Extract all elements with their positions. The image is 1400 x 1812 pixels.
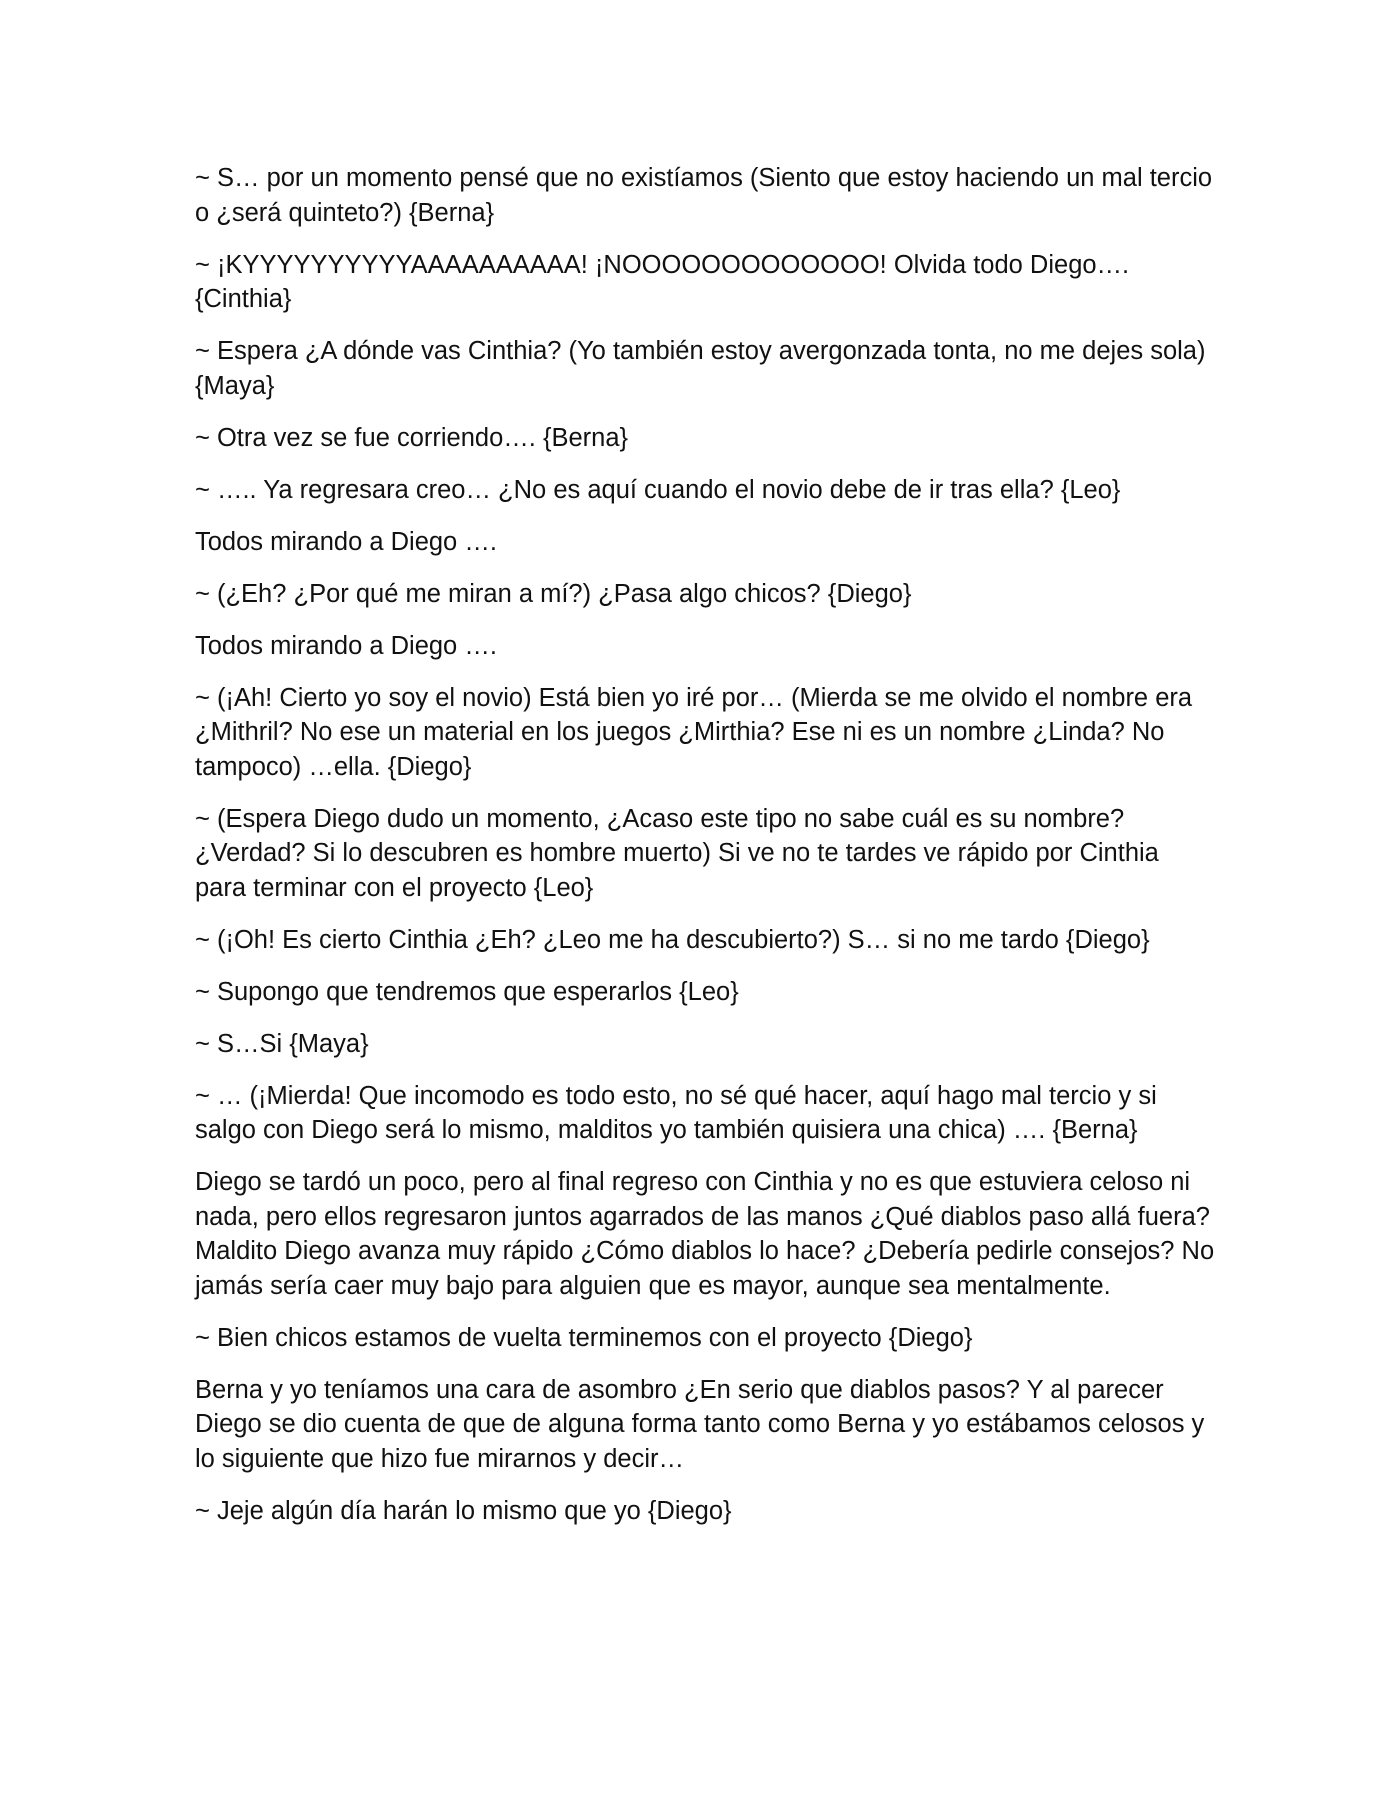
paragraph: Diego se tardó un poco, pero al final regreso con Cinthia y no es que estuviera celoso ni nada, pero ellos regresaron juntos agarrados de las manos ¿Qué diablos paso allá fuera? Maldito Diego avanza muy rápido ¿Cómo diablos lo hace? ¿Debería pedirle consejos? No jamás sería caer muy bajo para alguien que es mayor, aunque sea mentalmente. bbox=[195, 1168, 1215, 1300]
paragraph: ~ (Espera Diego dudo un momento, ¿Acaso este tipo no sabe cuál es su nombre? ¿Verdad? Si lo descubren es hombre muerto) Si ve no te tardes ve rápido por Cinthia para terminar con el proyecto {Leo} bbox=[195, 804, 1159, 902]
paragraph: ~ Otra vez se fue corriendo…. {Berna} bbox=[195, 423, 629, 452]
paragraph: ~ Espera ¿A dónde vas Cinthia? (Yo también estoy avergonzada tonta, no me dejes sola) {Maya} bbox=[195, 337, 1206, 400]
paragraph: ~ (¡Ah! Cierto yo soy el novio) Está bien yo iré por… (Mierda se me olvido el nombre era ¿Mithril? No ese un material en los juegos ¿Mirthia? Ese ni es un nombre ¿Linda? No tampoco) …ella. {Diego} bbox=[195, 683, 1193, 781]
paragraph: ~ Bien chicos estamos de vuelta terminemos con el proyecto {Diego} bbox=[195, 1323, 973, 1352]
document-body bbox=[195, 161, 1215, 1546]
paragraph: ~ Supongo que tendremos que esperarlos {Leo} bbox=[195, 977, 739, 1006]
paragraph: ~ (¿Eh? ¿Por qué me miran a mí?) ¿Pasa algo chicos? {Diego} bbox=[195, 579, 912, 608]
paragraph: ~ ¡KYYYYYYYYYYAAAAAAAAAA! ¡NOOOOOOOOOOOOO! Olvida todo Diego…. {Cinthia} bbox=[195, 250, 1130, 313]
paragraph: ~ (¡Oh! Es cierto Cinthia ¿Eh? ¿Leo me ha descubierto?) S… si no me tardo {Diego} bbox=[195, 925, 1150, 954]
paragraph: ~ … (¡Mierda! Que incomodo es todo esto, no sé qué hacer, aquí hago mal tercio y si salgo con Diego será lo mismo, malditos yo también quisiera una chica) …. {Berna} bbox=[195, 1081, 1157, 1144]
paragraph: ~ ….. Ya regresara creo… ¿No es aquí cuando el novio debe de ir tras ella? {Leo} bbox=[195, 475, 1121, 504]
paragraph: Todos mirando a Diego …. bbox=[195, 631, 497, 660]
paragraph: Todos mirando a Diego …. bbox=[195, 527, 497, 556]
paragraph: ~ S… por un momento pensé que no existíamos (Siento que estoy haciendo un mal tercio o ¿será quinteto?) {Berna} bbox=[195, 164, 1213, 227]
paragraph: ~ S…Si {Maya} bbox=[195, 1029, 369, 1058]
paragraph: ~ Jeje algún día harán lo mismo que yo {Diego} bbox=[195, 1496, 732, 1525]
paragraph: Berna y yo teníamos una cara de asombro ¿En serio que diablos pasos? Y al parecer Diego se dio cuenta de que de alguna forma tanto como Berna y yo estábamos celosos y lo siguiente que hizo fue mirarnos y decir… bbox=[195, 1375, 1205, 1473]
